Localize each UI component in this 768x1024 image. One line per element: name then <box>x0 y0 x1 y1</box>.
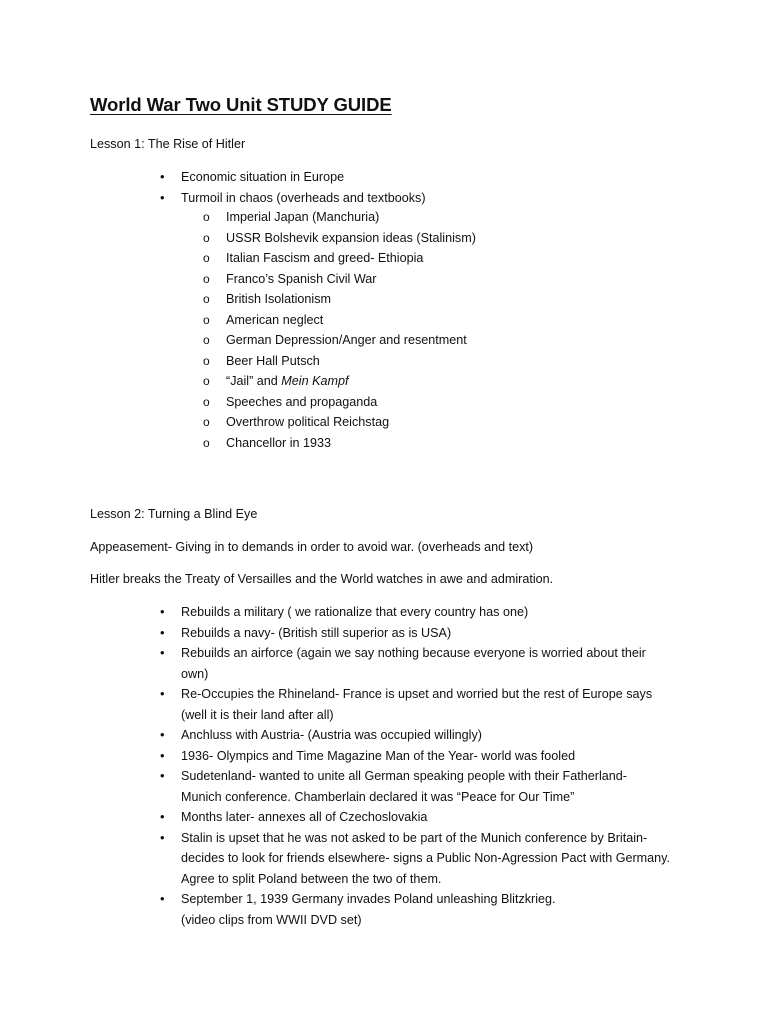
list-item <box>181 807 670 828</box>
list-item <box>181 746 670 767</box>
item-line: (well it is their land after all) <box>181 707 334 722</box>
item-line: • Sudetenland- wanted to unite all German speaking people with their Fatherland- <box>181 769 627 783</box>
lesson-1-bullet-list <box>181 167 426 208</box>
list-item: • Economic situation in Europe <box>181 167 426 188</box>
list-item <box>181 828 670 890</box>
list-item <box>181 725 670 746</box>
list-item <box>181 623 670 644</box>
item-line: • Anchluss with Austria- (Austria was occupied willingly) <box>181 728 482 742</box>
list-item <box>226 371 476 392</box>
item-line: • Months later- annexes all of Czechoslovakia <box>181 810 428 824</box>
item-line: • September 1, 1939 Germany invades Poland unleashing Blitzkrieg. <box>181 892 556 906</box>
list-item: o British Isolationism <box>226 289 476 310</box>
jail-text: “Jail” and <box>226 374 282 388</box>
list-item: • Turmoil in chaos (overheads and textbooks) <box>181 188 426 209</box>
list-item: o Beer Hall Putsch <box>226 351 476 372</box>
item-line: Agree to split Poland between the two of them. <box>181 871 442 886</box>
item-line: • Rebuilds a navy- (British still superior as is USA) <box>181 625 452 640</box>
list-item: o Imperial Japan (Manchuria) <box>226 207 476 228</box>
item-line: Munich conference. Chamberlain declared it was “Peace for Our Time” <box>181 789 575 804</box>
list-item: o Speeches and propaganda <box>226 392 476 413</box>
mein-kampf-text: Mein Kampf <box>281 374 349 388</box>
item-line: • Re-Occupies the Rhineland- France is upset and worried but the rest of Europe says <box>181 687 653 701</box>
item-line: (video clips from WWII DVD set) <box>181 912 362 927</box>
lesson-1-sub-list <box>226 207 476 453</box>
item-line: own) <box>181 666 209 681</box>
item-line: • 1936- Olympics and Time Magazine Man of the Year- world was fooled <box>181 748 576 763</box>
list-item: o Overthrow political Reichstag <box>226 412 476 433</box>
item-line: • Stalin is upset that he was not asked to be part of the Munich conference by Britain- <box>181 830 648 845</box>
list-item <box>181 643 670 684</box>
list-item: o German Depression/Anger and resentment <box>226 330 476 351</box>
versailles-text: Hitler breaks the Treaty of Versailles and the World watches in awe and admiration. <box>90 572 554 586</box>
item-line: decides to look for friends elsewhere- signs a Public Non-Agression Pact with Germany. <box>181 851 671 865</box>
list-item <box>181 684 670 725</box>
list-item: o USSR Bolshevik expansion ideas (Stalinism) <box>226 228 476 249</box>
list-item <box>181 602 670 623</box>
list-item: o Franco’s Spanish Civil War <box>226 269 476 290</box>
lesson-2-bullet-list <box>181 602 670 930</box>
appeasement-text: Appeasement- Giving in to demands in order to avoid war. (overheads and text) <box>90 540 534 554</box>
lesson-2-heading: Lesson 2: Turning a Blind Eye <box>90 507 258 521</box>
list-item: o American neglect <box>226 310 476 331</box>
lesson-1-heading: Lesson 1: The Rise of Hitler <box>90 137 246 151</box>
page-title: World War Two Unit STUDY GUIDE <box>90 94 392 115</box>
list-item <box>181 766 670 807</box>
item-line: • Rebuilds an airforce (again we say nothing because everyone is worried about their <box>181 646 646 660</box>
item-line: • Rebuilds a military ( we rationalize that every country has one) <box>181 605 529 619</box>
list-item <box>181 889 670 930</box>
list-item: o Chancellor in 1933 <box>226 433 476 454</box>
list-item: o Italian Fascism and greed- Ethiopia <box>226 248 476 269</box>
